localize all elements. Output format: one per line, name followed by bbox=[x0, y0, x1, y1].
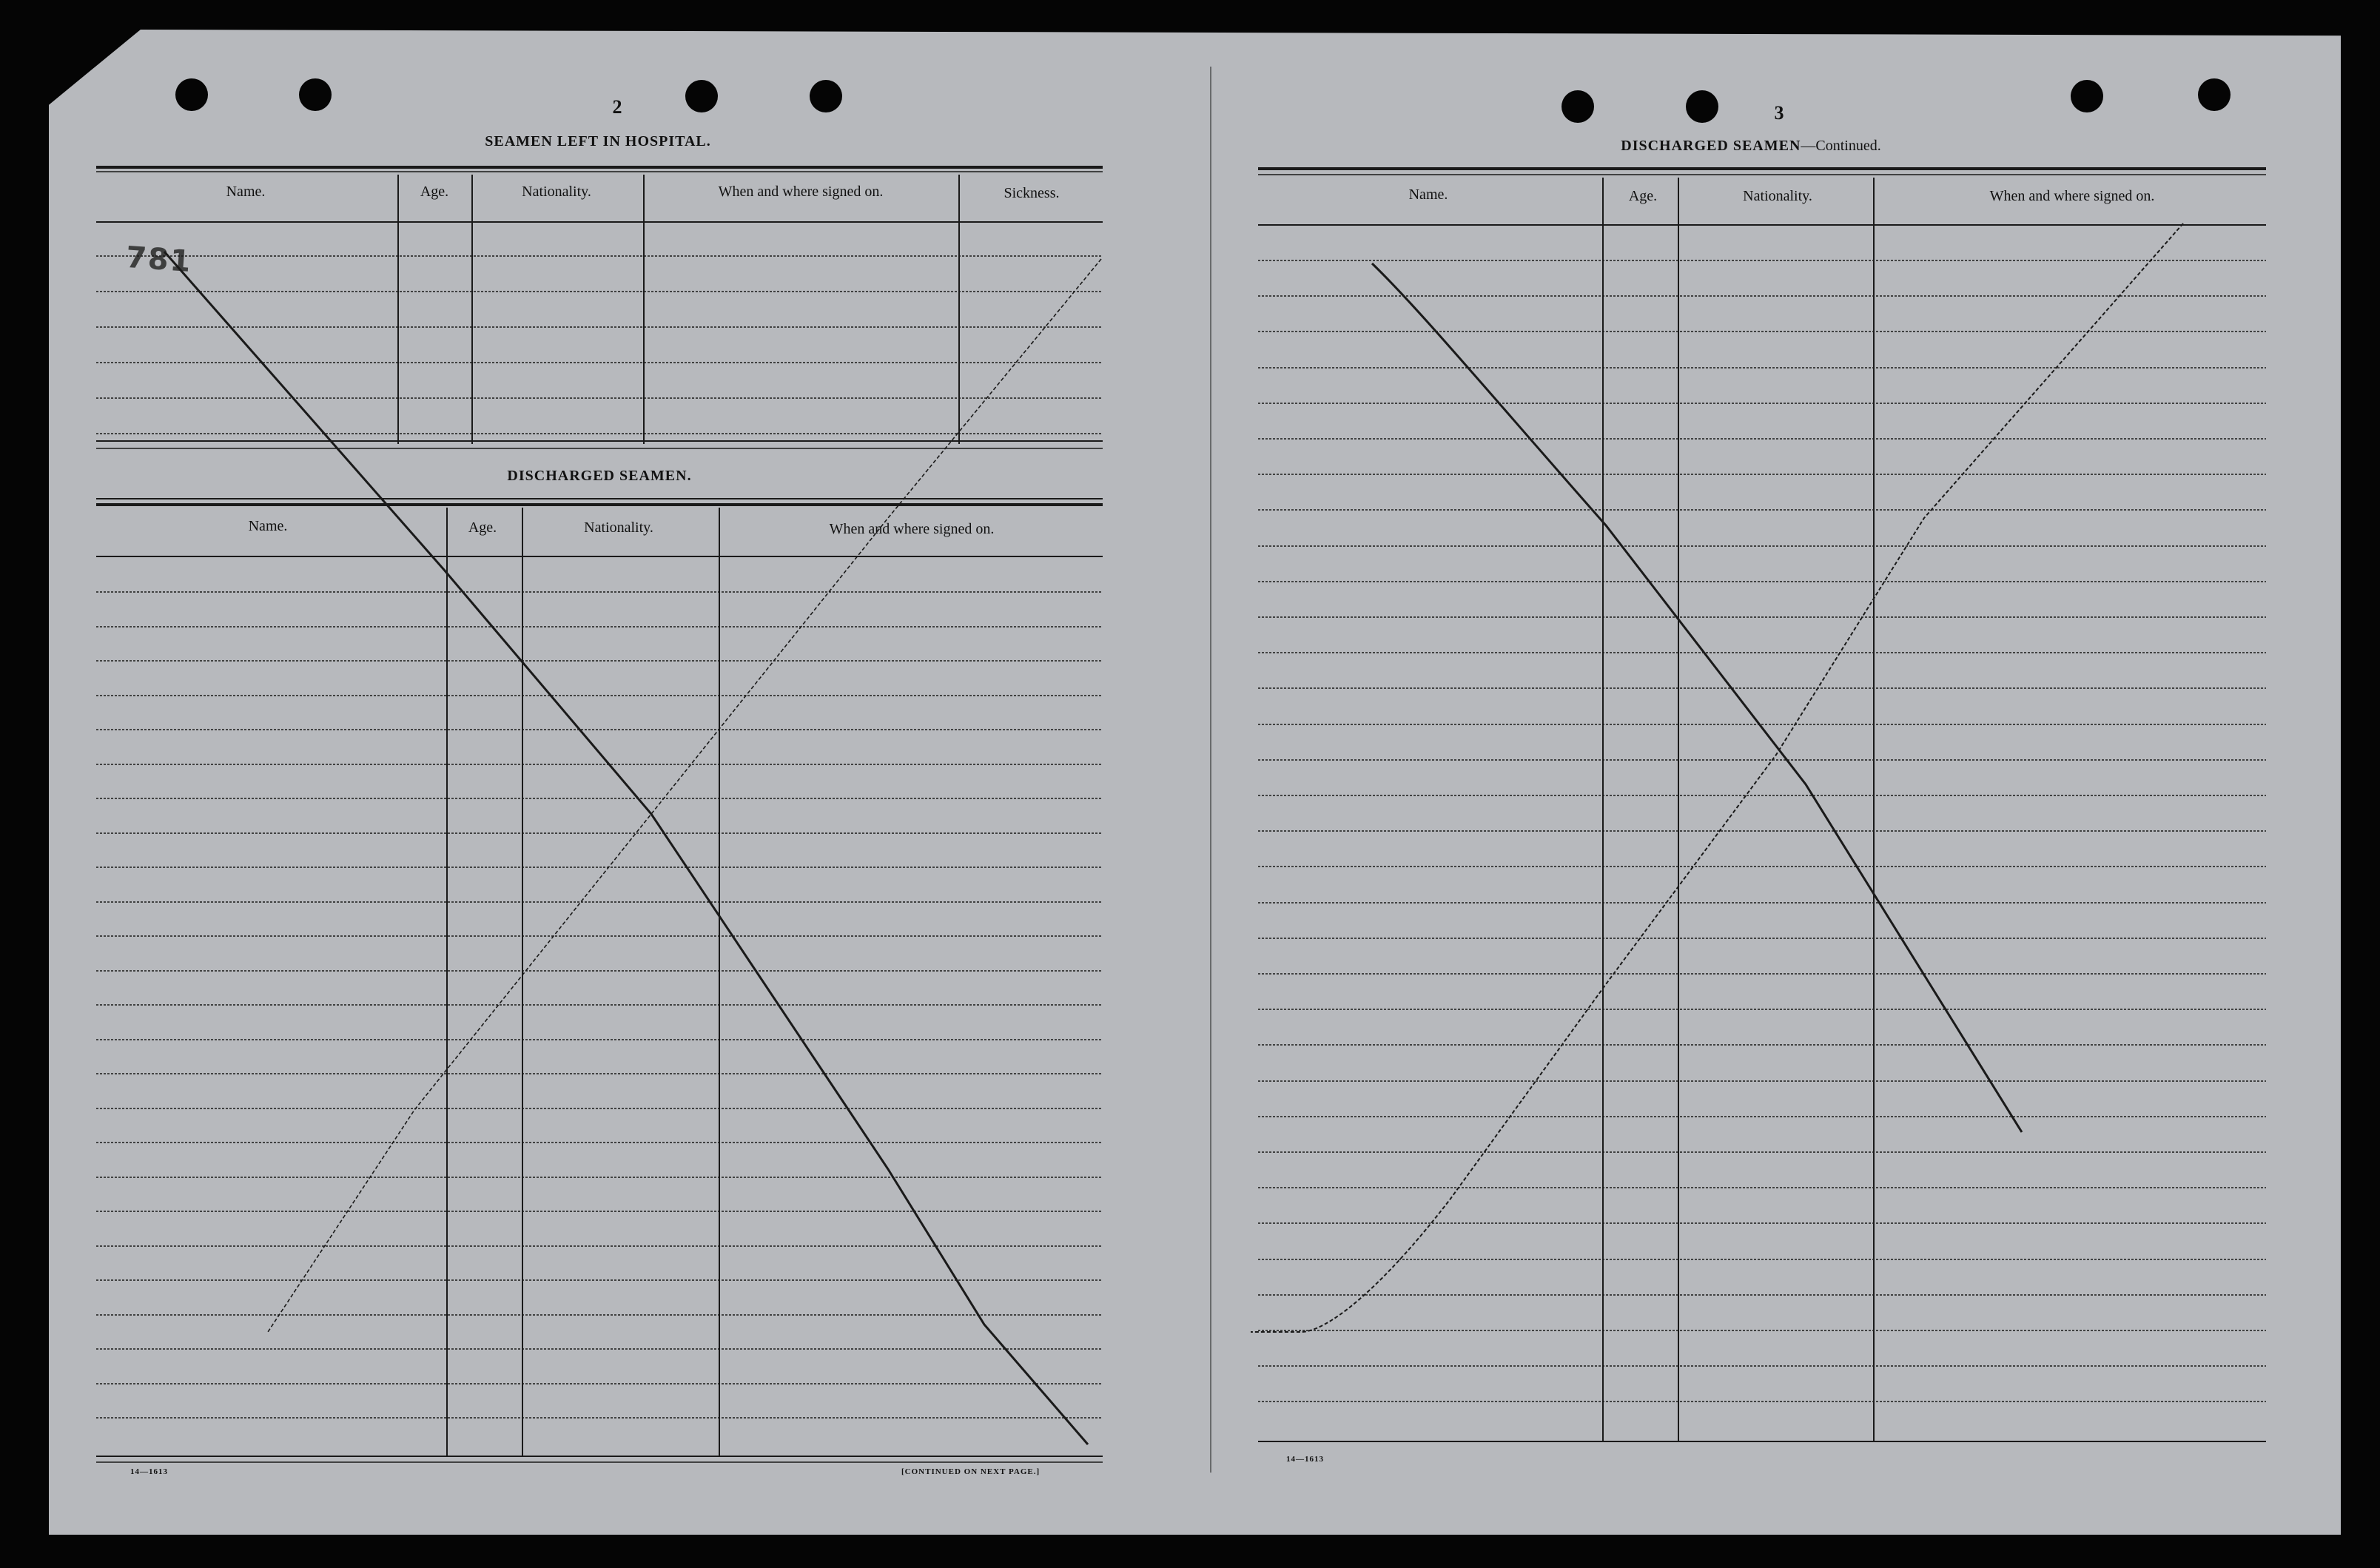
form-number-right: 14—1613 bbox=[1286, 1455, 1324, 1464]
continued-col-name: Name. bbox=[1408, 186, 1448, 203]
form-number-left: 14—1613 bbox=[130, 1467, 168, 1476]
continued-note: [CONTINUED ON NEXT PAGE.] bbox=[901, 1467, 1041, 1476]
page-number-right: 3 bbox=[1774, 102, 1784, 124]
cancel-stroke-left-a bbox=[164, 252, 1088, 1444]
continued-col-signed-on: When and where signed on. bbox=[1989, 188, 2155, 204]
hospital-col-sickness: Sickness. bbox=[1004, 185, 1060, 201]
discharged-col-age: Age. bbox=[468, 519, 497, 536]
cancel-stroke-right-a bbox=[1372, 263, 2022, 1132]
section-title-suffix: —Continued. bbox=[1801, 138, 1881, 154]
continued-col-nationality: Nationality. bbox=[1743, 188, 1812, 204]
hospital-col-signed-on: When and where signed on. bbox=[718, 184, 884, 200]
section-title-hospital: SEAMEN LEFT IN HOSPITAL. bbox=[485, 133, 711, 149]
cancel-stroke-right-b bbox=[1251, 223, 2183, 1332]
discharged-col-name: Name. bbox=[248, 518, 288, 534]
continued-col-age: Age. bbox=[1628, 188, 1658, 204]
discharged-col-signed-on: When and where signed on. bbox=[829, 521, 995, 537]
cancel-stroke-left-b bbox=[268, 259, 1101, 1332]
page-number-left: 2 bbox=[612, 96, 622, 118]
section-title-discharged: DISCHARGED SEAMEN. bbox=[507, 468, 692, 484]
hospital-col-age: Age. bbox=[420, 184, 449, 200]
stamp-mark: 781 bbox=[124, 240, 193, 280]
discharged-col-nationality: Nationality. bbox=[584, 519, 653, 536]
hospital-col-name: Name. bbox=[226, 184, 266, 200]
section-title-main: DISCHARGED SEAMEN bbox=[1621, 138, 1801, 154]
hospital-col-nationality: Nationality. bbox=[522, 184, 591, 200]
